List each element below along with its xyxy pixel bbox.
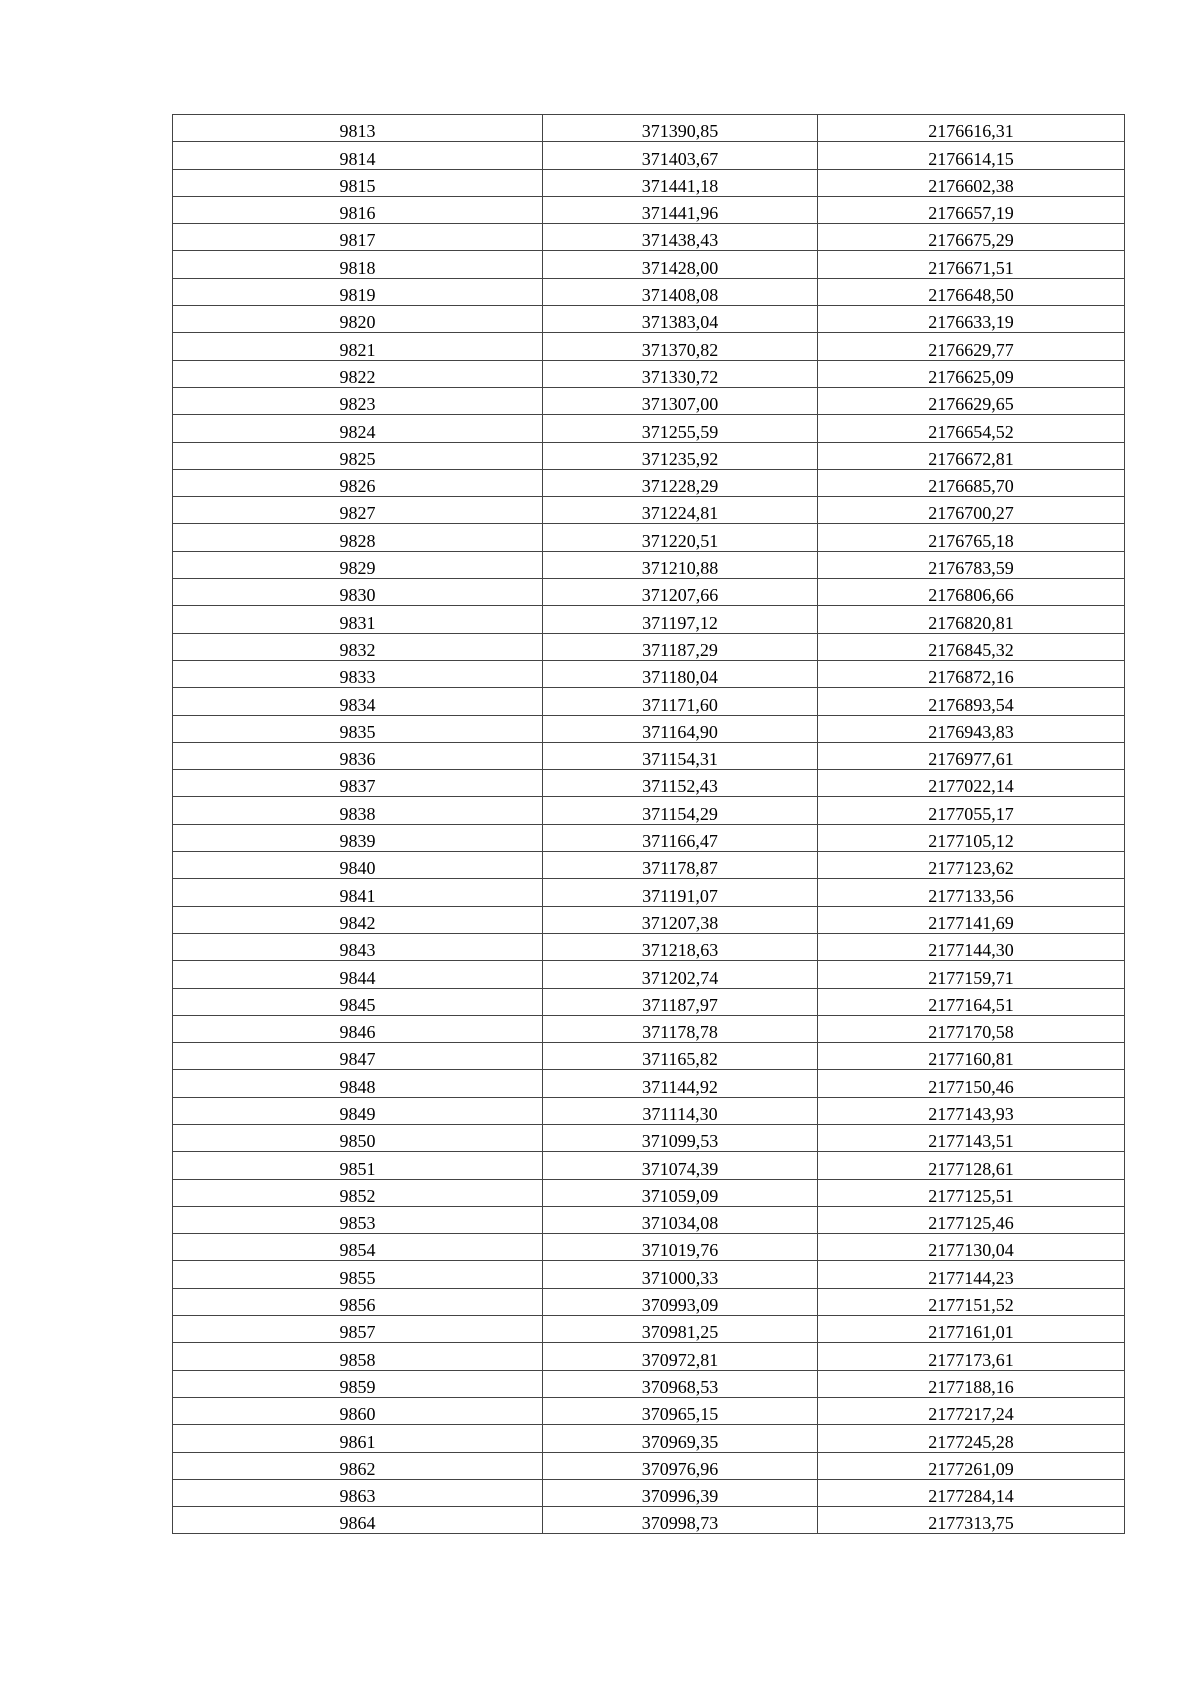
point-number-cell: 9844	[173, 961, 543, 988]
point-number-cell: 9827	[173, 497, 543, 524]
y-coordinate-cell: 2177144,23	[818, 1261, 1125, 1288]
point-number-cell: 9859	[173, 1370, 543, 1397]
x-coordinate-cell: 371154,31	[543, 742, 818, 769]
x-coordinate-cell: 371383,04	[543, 306, 818, 333]
point-number-cell: 9858	[173, 1343, 543, 1370]
y-coordinate-cell: 2176893,54	[818, 688, 1125, 715]
x-coordinate-cell: 371408,08	[543, 278, 818, 305]
point-number-cell: 9853	[173, 1206, 543, 1233]
x-coordinate-cell: 371220,51	[543, 524, 818, 551]
x-coordinate-cell: 371074,39	[543, 1152, 818, 1179]
y-coordinate-cell: 2177125,51	[818, 1179, 1125, 1206]
point-number-cell: 9847	[173, 1043, 543, 1070]
point-number-cell: 9836	[173, 742, 543, 769]
table-row	[173, 824, 1125, 851]
point-number-cell: 9829	[173, 551, 543, 578]
table-row	[173, 524, 1125, 551]
x-coordinate-cell: 371152,43	[543, 770, 818, 797]
point-number-cell: 9838	[173, 797, 543, 824]
x-coordinate-cell: 371207,38	[543, 906, 818, 933]
point-number-cell: 9825	[173, 442, 543, 469]
x-coordinate-cell: 371218,63	[543, 933, 818, 960]
y-coordinate-cell: 2176685,70	[818, 469, 1125, 496]
x-coordinate-cell: 371099,53	[543, 1124, 818, 1151]
x-coordinate-cell: 371164,90	[543, 715, 818, 742]
point-number-cell: 9831	[173, 606, 543, 633]
point-number-cell: 9854	[173, 1234, 543, 1261]
point-number-cell: 9817	[173, 224, 543, 251]
point-number-cell: 9820	[173, 306, 543, 333]
x-coordinate-cell: 371166,47	[543, 824, 818, 851]
table-row	[173, 770, 1125, 797]
x-coordinate-cell: 370968,53	[543, 1370, 818, 1397]
point-number-cell: 9826	[173, 469, 543, 496]
table-row	[173, 469, 1125, 496]
point-number-cell: 9813	[173, 115, 543, 142]
table-row	[173, 1070, 1125, 1097]
y-coordinate-cell: 2177151,52	[818, 1288, 1125, 1315]
point-number-cell: 9832	[173, 633, 543, 660]
table-row	[173, 306, 1125, 333]
point-number-cell: 9833	[173, 660, 543, 687]
x-coordinate-cell: 371034,08	[543, 1206, 818, 1233]
x-coordinate-cell: 371207,66	[543, 579, 818, 606]
point-number-cell: 9852	[173, 1179, 543, 1206]
y-coordinate-cell: 2177143,93	[818, 1097, 1125, 1124]
y-coordinate-cell: 2176675,29	[818, 224, 1125, 251]
x-coordinate-cell: 371178,78	[543, 1015, 818, 1042]
x-coordinate-cell: 371187,97	[543, 988, 818, 1015]
point-number-cell: 9855	[173, 1261, 543, 1288]
x-coordinate-cell: 371441,18	[543, 169, 818, 196]
table-row	[173, 497, 1125, 524]
point-number-cell: 9814	[173, 142, 543, 169]
table-row	[173, 933, 1125, 960]
x-coordinate-cell: 371114,30	[543, 1097, 818, 1124]
y-coordinate-cell: 2176648,50	[818, 278, 1125, 305]
table-row	[173, 278, 1125, 305]
x-coordinate-cell: 371197,12	[543, 606, 818, 633]
table-row	[173, 360, 1125, 387]
y-coordinate-cell: 2176783,59	[818, 551, 1125, 578]
y-coordinate-cell: 2176633,19	[818, 306, 1125, 333]
table-row	[173, 1261, 1125, 1288]
table-row	[173, 224, 1125, 251]
y-coordinate-cell: 2177245,28	[818, 1425, 1125, 1452]
table-row	[173, 1043, 1125, 1070]
point-number-cell: 9857	[173, 1316, 543, 1343]
point-number-cell: 9843	[173, 933, 543, 960]
table-row	[173, 196, 1125, 223]
y-coordinate-cell: 2177055,17	[818, 797, 1125, 824]
y-coordinate-cell: 2176845,32	[818, 633, 1125, 660]
y-coordinate-cell: 2177141,69	[818, 906, 1125, 933]
x-coordinate-cell: 371191,07	[543, 879, 818, 906]
y-coordinate-cell: 2177164,51	[818, 988, 1125, 1015]
x-coordinate-cell: 371441,96	[543, 196, 818, 223]
point-number-cell: 9837	[173, 770, 543, 797]
x-coordinate-cell: 371000,33	[543, 1261, 818, 1288]
point-number-cell: 9822	[173, 360, 543, 387]
table-row	[173, 115, 1125, 142]
point-number-cell: 9863	[173, 1479, 543, 1506]
table-row	[173, 333, 1125, 360]
table-row	[173, 1397, 1125, 1424]
x-coordinate-cell: 371165,82	[543, 1043, 818, 1070]
table-row	[173, 1343, 1125, 1370]
x-coordinate-cell: 370972,81	[543, 1343, 818, 1370]
y-coordinate-cell: 2177022,14	[818, 770, 1125, 797]
x-coordinate-cell: 371019,76	[543, 1234, 818, 1261]
y-coordinate-cell: 2177159,71	[818, 961, 1125, 988]
point-number-cell: 9856	[173, 1288, 543, 1315]
table-row	[173, 715, 1125, 742]
y-coordinate-cell: 2177133,56	[818, 879, 1125, 906]
y-coordinate-cell: 2176654,52	[818, 415, 1125, 442]
point-number-cell: 9864	[173, 1507, 543, 1534]
table-row	[173, 1152, 1125, 1179]
table-row	[173, 1097, 1125, 1124]
table-row	[173, 251, 1125, 278]
point-number-cell: 9861	[173, 1425, 543, 1452]
x-coordinate-cell: 371370,82	[543, 333, 818, 360]
y-coordinate-cell: 2176614,15	[818, 142, 1125, 169]
x-coordinate-cell: 371180,04	[543, 660, 818, 687]
point-number-cell: 9849	[173, 1097, 543, 1124]
table-row	[173, 906, 1125, 933]
table-row	[173, 852, 1125, 879]
x-coordinate-cell: 370998,73	[543, 1507, 818, 1534]
x-coordinate-cell: 371178,87	[543, 852, 818, 879]
x-coordinate-cell: 371428,00	[543, 251, 818, 278]
y-coordinate-cell: 2177160,81	[818, 1043, 1125, 1070]
y-coordinate-cell: 2176672,81	[818, 442, 1125, 469]
point-number-cell: 9816	[173, 196, 543, 223]
y-coordinate-cell: 2177261,09	[818, 1452, 1125, 1479]
point-number-cell: 9824	[173, 415, 543, 442]
y-coordinate-cell: 2176977,61	[818, 742, 1125, 769]
y-coordinate-cell: 2176625,09	[818, 360, 1125, 387]
y-coordinate-cell: 2177123,62	[818, 852, 1125, 879]
y-coordinate-cell: 2177128,61	[818, 1152, 1125, 1179]
y-coordinate-cell: 2176629,65	[818, 387, 1125, 414]
x-coordinate-cell: 370993,09	[543, 1288, 818, 1315]
point-number-cell: 9839	[173, 824, 543, 851]
point-number-cell: 9819	[173, 278, 543, 305]
y-coordinate-cell: 2177161,01	[818, 1316, 1125, 1343]
y-coordinate-cell: 2176820,81	[818, 606, 1125, 633]
x-coordinate-cell: 371202,74	[543, 961, 818, 988]
y-coordinate-cell: 2177130,04	[818, 1234, 1125, 1261]
table-row	[173, 415, 1125, 442]
point-number-cell: 9841	[173, 879, 543, 906]
y-coordinate-cell: 2176806,66	[818, 579, 1125, 606]
x-coordinate-cell: 371307,00	[543, 387, 818, 414]
table-row	[173, 988, 1125, 1015]
x-coordinate-cell: 370969,35	[543, 1425, 818, 1452]
x-coordinate-cell: 370996,39	[543, 1479, 818, 1506]
table-row	[173, 1507, 1125, 1534]
point-number-cell: 9815	[173, 169, 543, 196]
point-number-cell: 9845	[173, 988, 543, 1015]
x-coordinate-cell: 370965,15	[543, 1397, 818, 1424]
y-coordinate-cell: 2177188,16	[818, 1370, 1125, 1397]
table-row	[173, 1015, 1125, 1042]
x-coordinate-cell: 371235,92	[543, 442, 818, 469]
y-coordinate-cell: 2177173,61	[818, 1343, 1125, 1370]
y-coordinate-cell: 2177150,46	[818, 1070, 1125, 1097]
y-coordinate-cell: 2176671,51	[818, 251, 1125, 278]
table-row	[173, 1288, 1125, 1315]
table-row	[173, 1234, 1125, 1261]
y-coordinate-cell: 2177105,12	[818, 824, 1125, 851]
x-coordinate-cell: 371403,67	[543, 142, 818, 169]
table-row	[173, 169, 1125, 196]
y-coordinate-cell: 2176602,38	[818, 169, 1125, 196]
point-number-cell: 9862	[173, 1452, 543, 1479]
y-coordinate-cell: 2177284,14	[818, 1479, 1125, 1506]
y-coordinate-cell: 2176629,77	[818, 333, 1125, 360]
point-number-cell: 9848	[173, 1070, 543, 1097]
point-number-cell: 9842	[173, 906, 543, 933]
point-number-cell: 9821	[173, 333, 543, 360]
table-row	[173, 606, 1125, 633]
table-row	[173, 633, 1125, 660]
x-coordinate-cell: 371187,29	[543, 633, 818, 660]
y-coordinate-cell: 2176943,83	[818, 715, 1125, 742]
table-row	[173, 1452, 1125, 1479]
table-row	[173, 1479, 1125, 1506]
x-coordinate-cell: 371255,59	[543, 415, 818, 442]
table-row	[173, 797, 1125, 824]
x-coordinate-cell: 371330,72	[543, 360, 818, 387]
y-coordinate-cell: 2177217,24	[818, 1397, 1125, 1424]
y-coordinate-cell: 2176700,27	[818, 497, 1125, 524]
y-coordinate-cell: 2177313,75	[818, 1507, 1125, 1534]
x-coordinate-cell: 371228,29	[543, 469, 818, 496]
table-row	[173, 1316, 1125, 1343]
x-coordinate-cell: 371144,92	[543, 1070, 818, 1097]
y-coordinate-cell: 2177143,51	[818, 1124, 1125, 1151]
y-coordinate-cell: 2176765,18	[818, 524, 1125, 551]
point-number-cell: 9860	[173, 1397, 543, 1424]
point-number-cell: 9828	[173, 524, 543, 551]
table-row	[173, 551, 1125, 578]
y-coordinate-cell: 2176616,31	[818, 115, 1125, 142]
table-row	[173, 1124, 1125, 1151]
y-coordinate-cell: 2177125,46	[818, 1206, 1125, 1233]
table-row	[173, 742, 1125, 769]
table-row	[173, 1206, 1125, 1233]
table-row	[173, 879, 1125, 906]
x-coordinate-cell: 371059,09	[543, 1179, 818, 1206]
point-number-cell: 9840	[173, 852, 543, 879]
point-number-cell: 9834	[173, 688, 543, 715]
y-coordinate-cell: 2176872,16	[818, 660, 1125, 687]
point-number-cell: 9851	[173, 1152, 543, 1179]
table-row	[173, 1370, 1125, 1397]
table-row	[173, 961, 1125, 988]
table-body	[173, 115, 1125, 1534]
table-row	[173, 142, 1125, 169]
point-number-cell: 9830	[173, 579, 543, 606]
table-row	[173, 442, 1125, 469]
y-coordinate-cell: 2177170,58	[818, 1015, 1125, 1042]
x-coordinate-cell: 370976,96	[543, 1452, 818, 1479]
table-row	[173, 1179, 1125, 1206]
x-coordinate-cell: 371390,85	[543, 115, 818, 142]
table-row	[173, 387, 1125, 414]
y-coordinate-cell: 2177144,30	[818, 933, 1125, 960]
x-coordinate-cell: 371154,29	[543, 797, 818, 824]
x-coordinate-cell: 371171,60	[543, 688, 818, 715]
x-coordinate-cell: 371438,43	[543, 224, 818, 251]
point-number-cell: 9846	[173, 1015, 543, 1042]
point-number-cell: 9835	[173, 715, 543, 742]
point-number-cell: 9823	[173, 387, 543, 414]
y-coordinate-cell: 2176657,19	[818, 196, 1125, 223]
x-coordinate-cell: 370981,25	[543, 1316, 818, 1343]
table-row	[173, 579, 1125, 606]
table-row	[173, 660, 1125, 687]
x-coordinate-cell: 371210,88	[543, 551, 818, 578]
x-coordinate-cell: 371224,81	[543, 497, 818, 524]
point-number-cell: 9818	[173, 251, 543, 278]
point-number-cell: 9850	[173, 1124, 543, 1151]
table-row	[173, 688, 1125, 715]
coordinates-table	[172, 114, 1125, 1534]
table-row	[173, 1425, 1125, 1452]
